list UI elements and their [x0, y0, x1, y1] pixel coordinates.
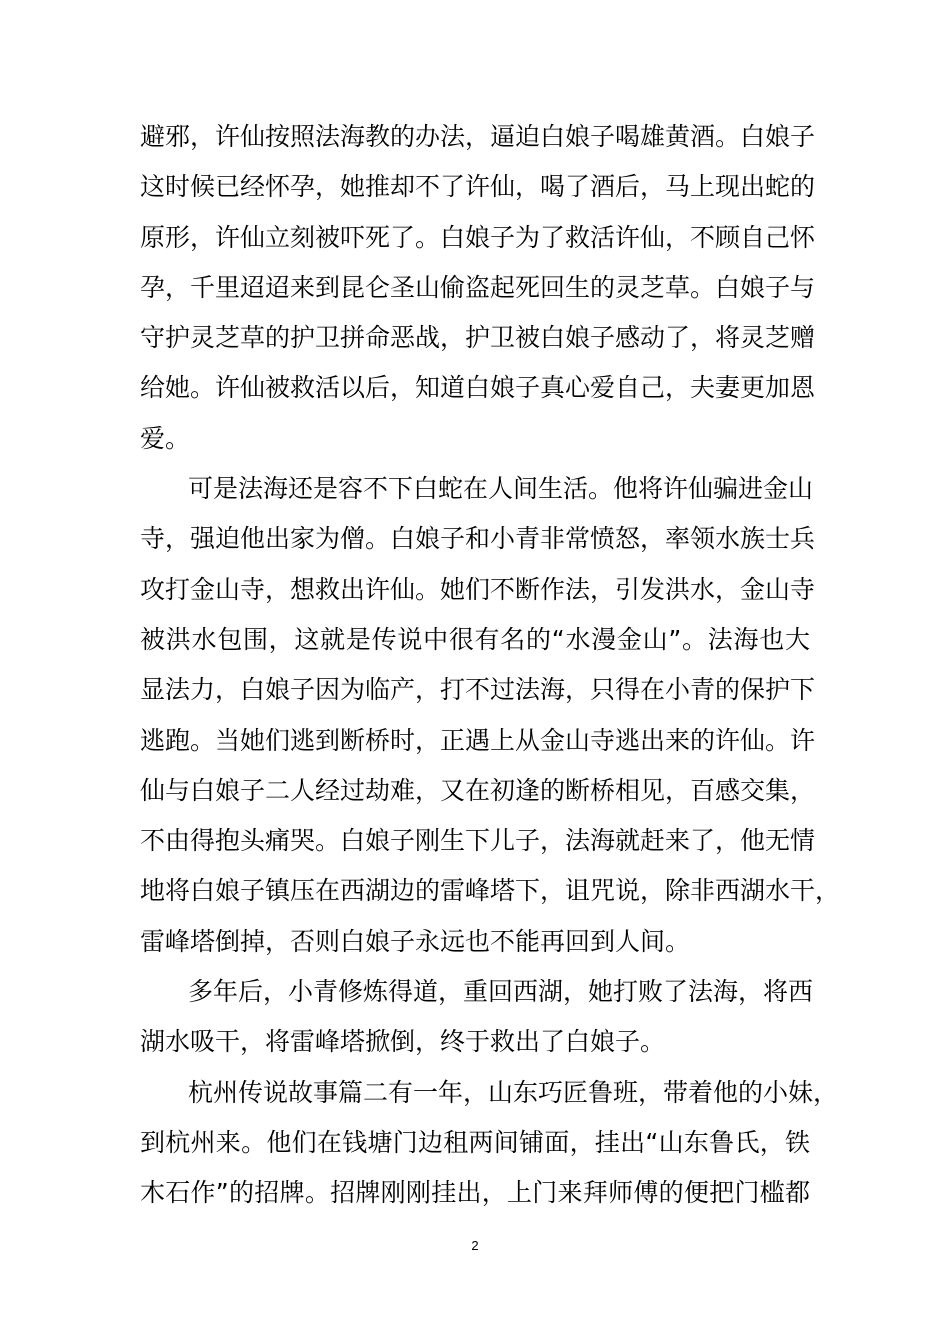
- text-line: 不由得抱头痛哭。白娘子刚生下儿子，法海就赶来了，他无情: [140, 826, 816, 856]
- text-line: 地将白娘子镇压在西湖边的雷峰塔下，诅咒说，除非西湖水干，: [140, 876, 841, 906]
- text-line: 木石作”的招牌。招牌刚刚挂出，上门来拜师傅的便把门槛都: [140, 1178, 810, 1208]
- text-line: 雷峰塔倒掉，否则白娘子永远也不能再回到人间。: [140, 926, 691, 956]
- text-line: 攻打金山寺，想救出许仙。她们不断作法，引发洪水，金山寺: [140, 574, 816, 604]
- text-line: 显法力，白娘子因为临产，打不过法海，只得在小青的保护下: [140, 675, 816, 705]
- page-number: 2: [471, 1238, 479, 1253]
- text-line: 给她。许仙被救活以后，知道白娘子真心爱自己，夫妻更加恩: [140, 373, 816, 403]
- text-line: 湖水吸干，将雷峰塔掀倒，终于救出了白娘子。: [140, 1027, 666, 1057]
- text-line: 仙与白娘子二人经过劫难，又在初逢的断桥相见，百感交集，: [140, 775, 816, 805]
- text-line: 原形，许仙立刻被吓死了。白娘子为了救活许仙，不顾自己怀: [140, 222, 816, 252]
- text-line: 逃跑。当她们逃到断桥时，正遇上从金山寺逃出来的许仙。许: [140, 725, 816, 755]
- text-line: 多年后，小青修炼得道，重回西湖，她打败了法海，将西: [188, 977, 814, 1007]
- text-line: 爱。: [140, 423, 191, 453]
- text-line: 孕，千里迢迢来到昆仑圣山偷盗起死回生的灵芝草。白娘子与: [140, 272, 816, 302]
- text-line: 寺，强迫他出家为僧。白娘子和小青非常愤怒，率领水族士兵: [140, 524, 816, 554]
- text-line: 这时候已经怀孕，她推却不了许仙，喝了酒后，马上现出蛇的: [140, 172, 816, 202]
- text-line: 守护灵芝草的护卫拼命恶战，护卫被白娘子感动了，将灵芝赠: [140, 323, 816, 353]
- text-line: 可是法海还是容不下白蛇在人间生活。他将许仙骗进金山: [188, 474, 814, 504]
- text-line: 到杭州来。他们在钱塘门边租两间铺面，挂出“山东鲁氏，铁: [140, 1127, 810, 1157]
- text-line: 避邪，许仙按照法海教的办法，逼迫白娘子喝雄黄酒。白娘子: [140, 122, 816, 151]
- text-line: 被洪水包围，这就是传说中很有名的“水漫金山”。法海也大: [140, 624, 810, 654]
- body-text: [140, 112, 841, 1219]
- text-line: 杭州传说故事篇二有一年，山东巧匠鲁班，带着他的小妹，: [188, 1077, 839, 1107]
